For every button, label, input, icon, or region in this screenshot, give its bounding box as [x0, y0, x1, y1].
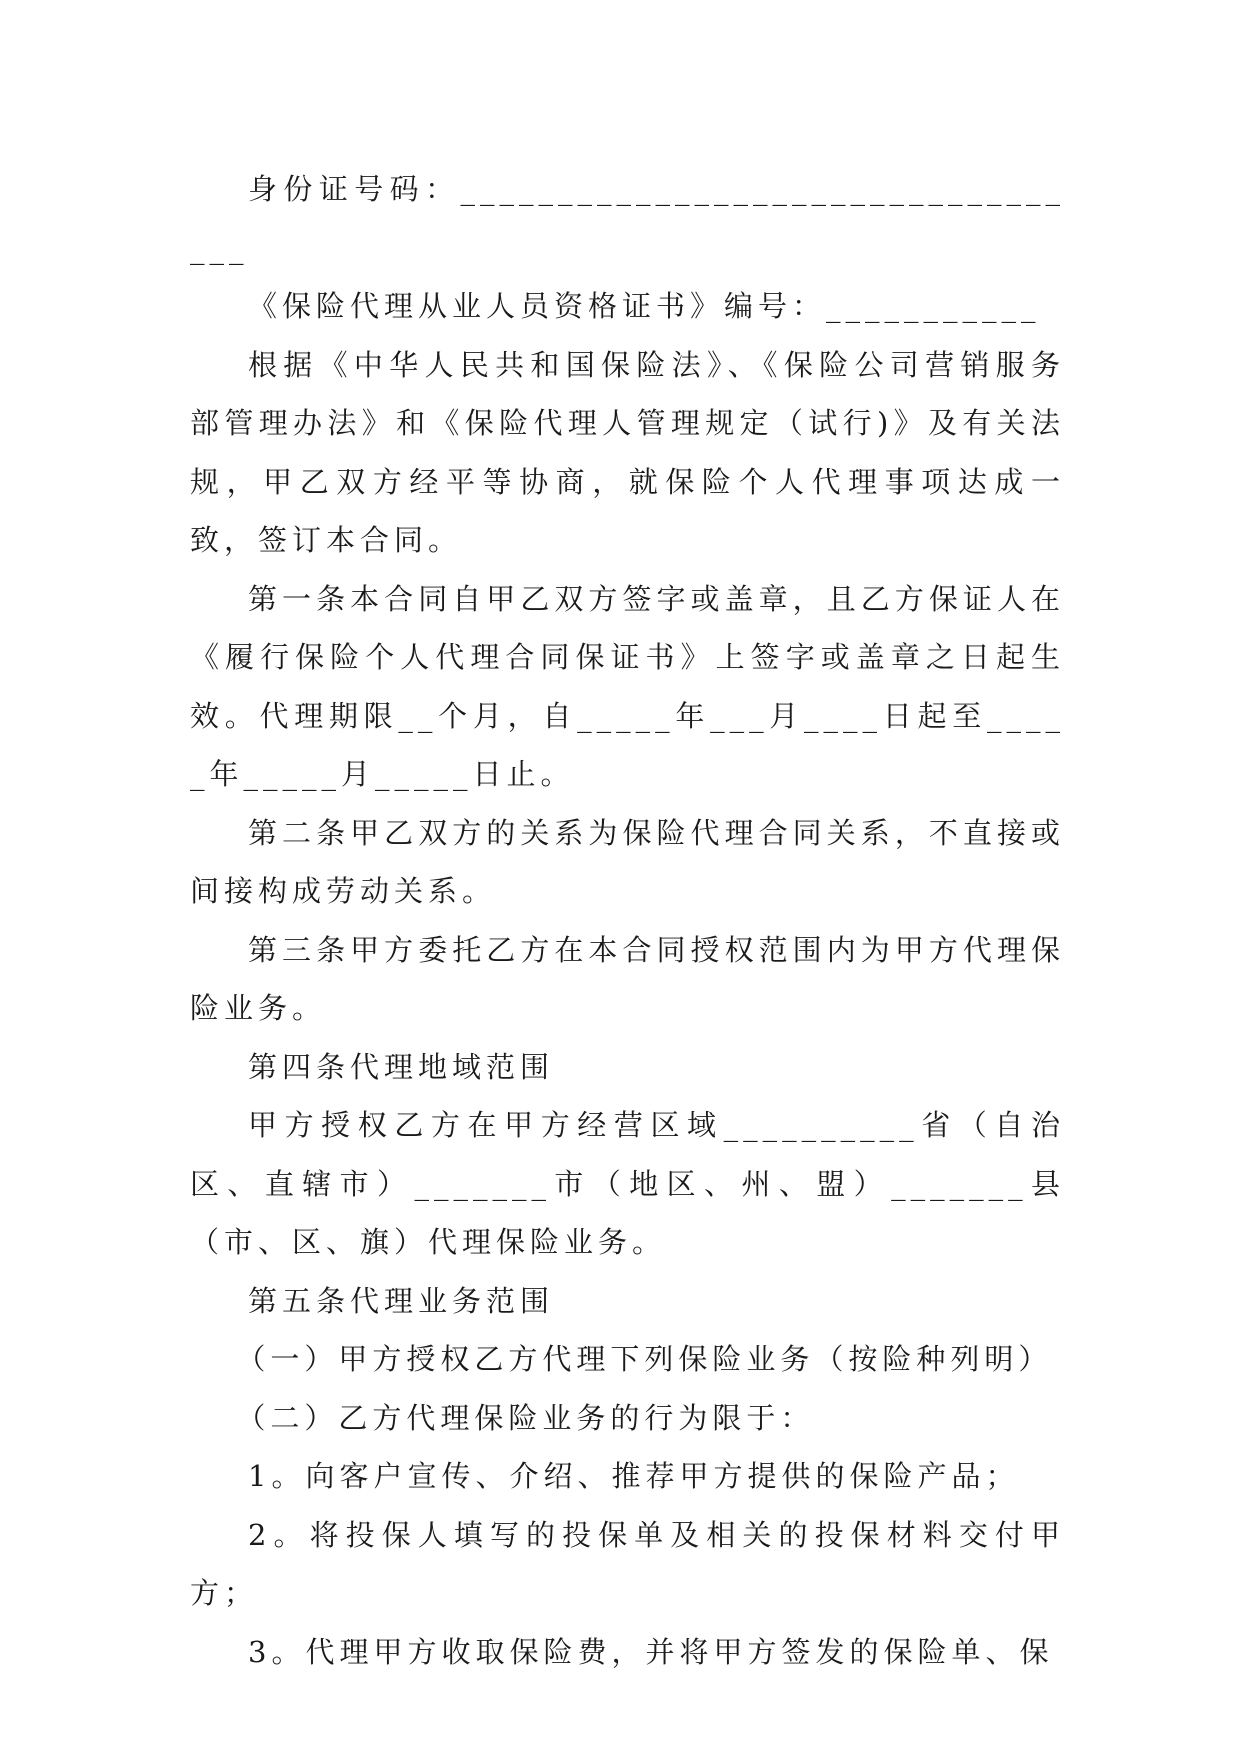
article-5-subitem-1: 1。向客户宣传、介绍、推荐甲方提供的保险产品；: [248, 1459, 1020, 1493]
article-4-heading: 第四条代理地域范围: [248, 1049, 555, 1084]
contract-body: [190, 160, 1065, 1681]
article-5-heading: 第五条代理业务范围: [248, 1283, 555, 1318]
article-2-paragraph: 第二条甲乙双方的关系为保险代理合同关系，不直接或间接构成劳动关系。: [190, 815, 1065, 908]
article-5-item-1: （一）甲方授权乙方代理下列保险业务（按险种列明）: [236, 1342, 1053, 1376]
preamble-paragraph: 根据《中华人民共和国保险法》、《保险公司营销服务部管理办法》和《保险代理人管理规定（试行)》及有关法规，甲乙双方经平等协商，就保险个人代理事项达成一致，签订本合同。: [190, 347, 1065, 557]
article-4-paragraph: 甲方授权乙方在甲方经营区域__________省（自治区、直辖市）_______市（地区、州、盟）_______县（市、区、旗）代理保险业务。: [190, 1108, 1065, 1259]
article-5-subitem-2: 2。将投保人填写的投保单及相关的投保材料交付甲方；: [190, 1517, 1065, 1610]
id-number-line: 身份证号码：__________________________________: [190, 172, 1065, 265]
article-3-paragraph: 第三条甲方委托乙方在本合同授权范围内为甲方代理保险业务。: [190, 932, 1065, 1025]
article-1-paragraph: 第一条本合同自甲乙双方签字或盖章，且乙方保证人在《履行保险个人代理合同保证书》上签字或盖章之日起生效。代理期限__个月，自_____年___月____日起至_____年_____月_____日止。: [190, 581, 1065, 791]
certificate-number-line: 《保险代理从业人员资格证书》编号：___________: [248, 289, 1041, 323]
article-5-item-2: （二）乙方代理保险业务的行为限于：: [236, 1400, 815, 1435]
article-5-subitem-3: 3。代理甲方收取保险费，并将甲方签发的保险单、保: [248, 1634, 1054, 1669]
